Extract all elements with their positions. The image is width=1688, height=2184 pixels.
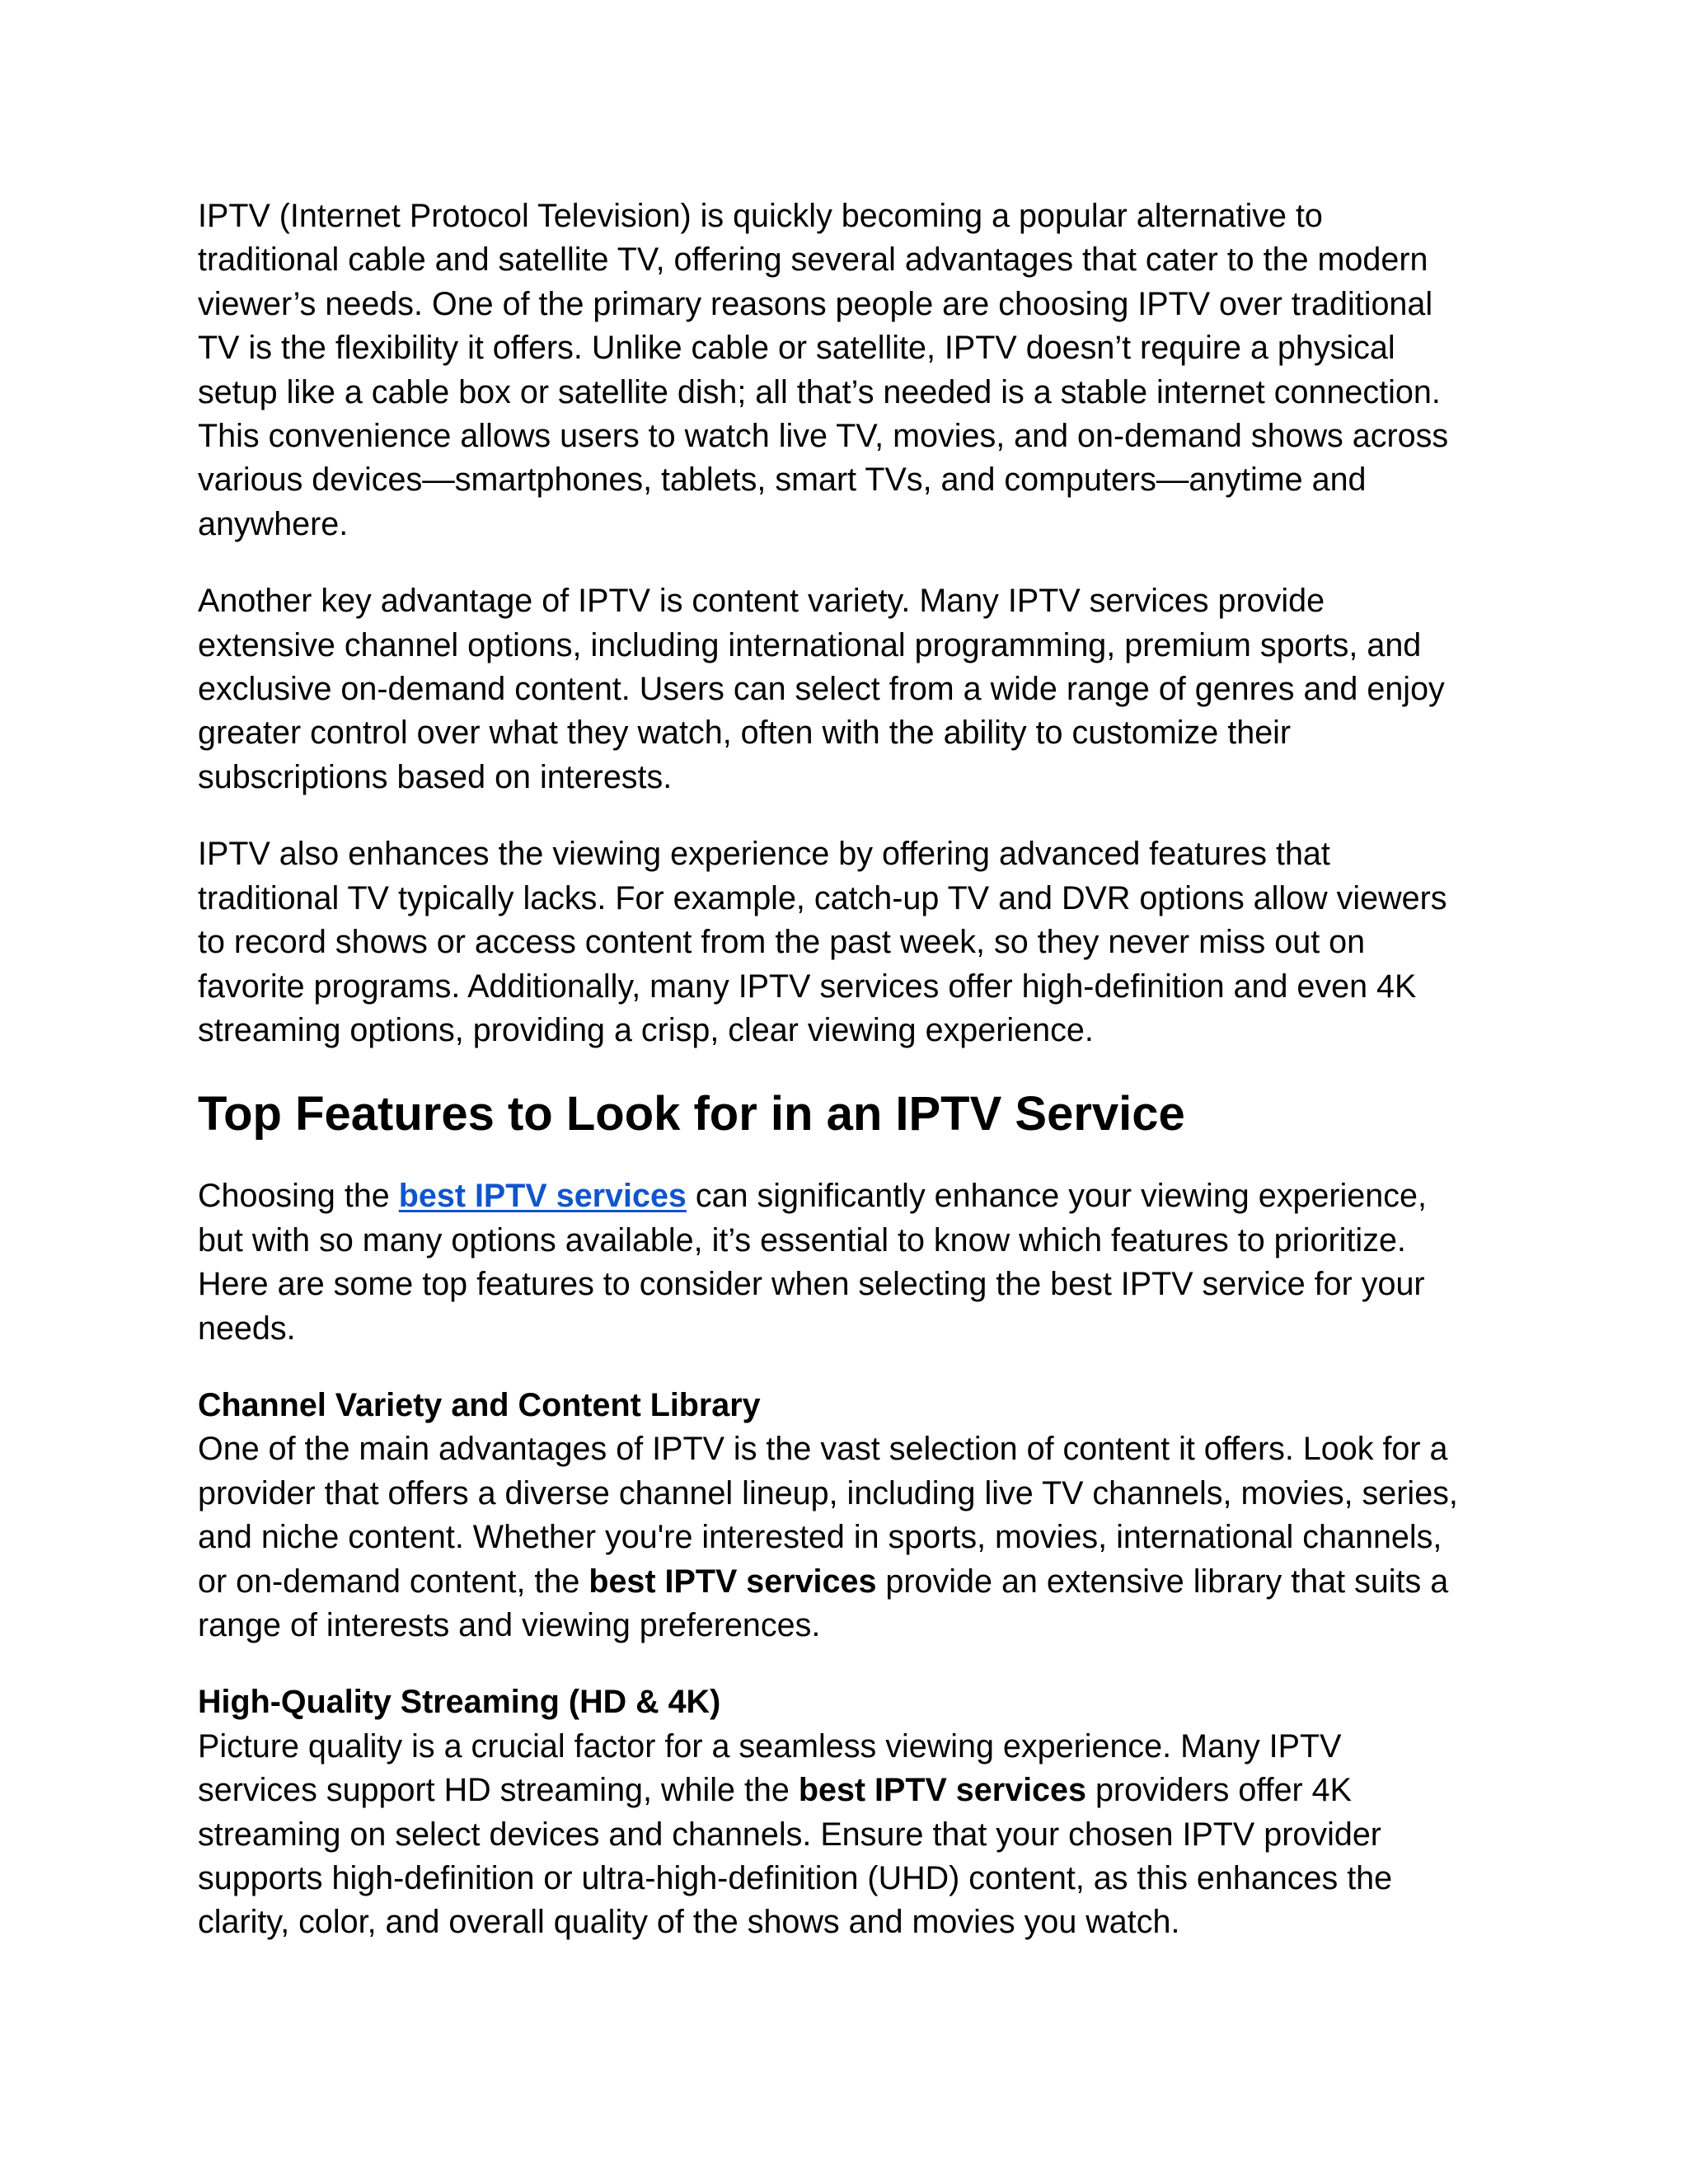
text-fragment: Choosing the — [198, 1178, 399, 1215]
text-line — [198, 1560, 1500, 1604]
section-heading: Top Features to Look for in an IPTV Service — [198, 1087, 1185, 1141]
text-line: IPTV also enhances the viewing experience by offering advanced features that — [198, 836, 1330, 873]
subheading: High-Quality Streaming (HD & 4K) — [198, 1684, 721, 1721]
text-line: This convenience allows users to watch live TV, movies, and on-demand shows across — [198, 418, 1449, 455]
text-line: anywhere. — [198, 505, 349, 542]
text-fragment: providers offer 4K — [1085, 1772, 1352, 1809]
text-line — [198, 1769, 1500, 1812]
text-line: favorite programs. Additionally, many IPTV services offer high-definition and even 4K — [198, 968, 1417, 1005]
bold-text: best IPTV services — [588, 1563, 877, 1600]
text-fragment: can significantly enhance your viewing experience, — [686, 1178, 1427, 1215]
text-line: greater control over what they watch, often with the ability to customize their — [198, 715, 1292, 752]
text-line: to record shows or access content from the past week, so they never miss out on — [198, 924, 1366, 961]
text-line: Another key advantage of IPTV is content variety. Many IPTV services provide — [198, 583, 1325, 620]
text-line: One of the main advantages of IPTV is the vast selection of content it offers. Look for a — [198, 1431, 1448, 1468]
intro-paragraph — [198, 194, 1500, 546]
text-fragment: or on-demand content, the — [198, 1563, 589, 1600]
text-line: streaming on select devices and channels. Ensure that your chosen IPTV provider — [198, 1816, 1381, 1853]
text-line: exclusive on-demand content. Users can select from a wide range of genres and enjoy — [198, 671, 1445, 708]
text-line: needs. — [198, 1310, 296, 1347]
text-line: subscriptions based on interests. — [198, 758, 673, 795]
best-iptv-services-link[interactable]: best IPTV services — [398, 1178, 687, 1215]
text-line: IPTV (Internet Protocol Television) is quickly becoming a popular alternative to — [198, 198, 1323, 234]
text-line: but with so many options available, it’s essential to know which features to prioritize. — [198, 1221, 1406, 1258]
subheading: Channel Variety and Content Library — [198, 1386, 761, 1423]
document-page — [198, 194, 1500, 1978]
features-intro-paragraph — [198, 1174, 1500, 1351]
text-line: setup like a cable box or satellite dish; all that’s needed is a stable internet connection. — [198, 373, 1441, 410]
text-line: viewer’s needs. One of the primary reasons people are choosing IPTV over traditional — [198, 285, 1433, 322]
text-line: and niche content. Whether you're interested in sports, movies, international channels, — [198, 1519, 1442, 1556]
streaming-quality-section — [198, 1680, 1500, 1944]
text-line: traditional cable and satellite TV, offering several advantages that cater to the modern — [198, 241, 1428, 279]
channel-variety-section — [198, 1384, 1500, 1647]
text-line: traditional TV typically lacks. For example, catch-up TV and DVR options allow viewers — [198, 879, 1447, 916]
text-line: clarity, color, and overall quality of the shows and movies you watch. — [198, 1904, 1180, 1941]
text-fragment: provide an extensive library that suits a — [876, 1563, 1449, 1600]
content-variety-paragraph — [198, 579, 1500, 799]
text-line: TV is the flexibility it offers. Unlike cable or satellite, IPTV doesn’t require a physical — [198, 330, 1395, 367]
text-line: range of interests and viewing preferences. — [198, 1606, 821, 1643]
text-line: Here are some top features to consider when selecting the best IPTV service for your — [198, 1266, 1425, 1303]
text-line — [198, 1174, 1500, 1218]
text-fragment: services support HD streaming, while the — [198, 1772, 799, 1809]
text-line: provider that offers a diverse channel lineup, including live TV channels, movies, series, — [198, 1474, 1458, 1511]
text-line: various devices—smartphones, tablets, smart TVs, and computers—anytime and — [198, 462, 1367, 499]
text-line: Picture quality is a crucial factor for a seamless viewing experience. Many IPTV — [198, 1727, 1342, 1765]
text-line: streaming options, providing a crisp, clear viewing experience. — [198, 1011, 1094, 1048]
viewing-experience-paragraph — [198, 832, 1500, 1052]
bold-text: best IPTV services — [798, 1772, 1086, 1809]
text-line: extensive channel options, including international programming, premium sports, and — [198, 626, 1422, 663]
text-line: supports high-definition or ultra-high-definition (UHD) content, as this enhances the — [198, 1860, 1393, 1896]
